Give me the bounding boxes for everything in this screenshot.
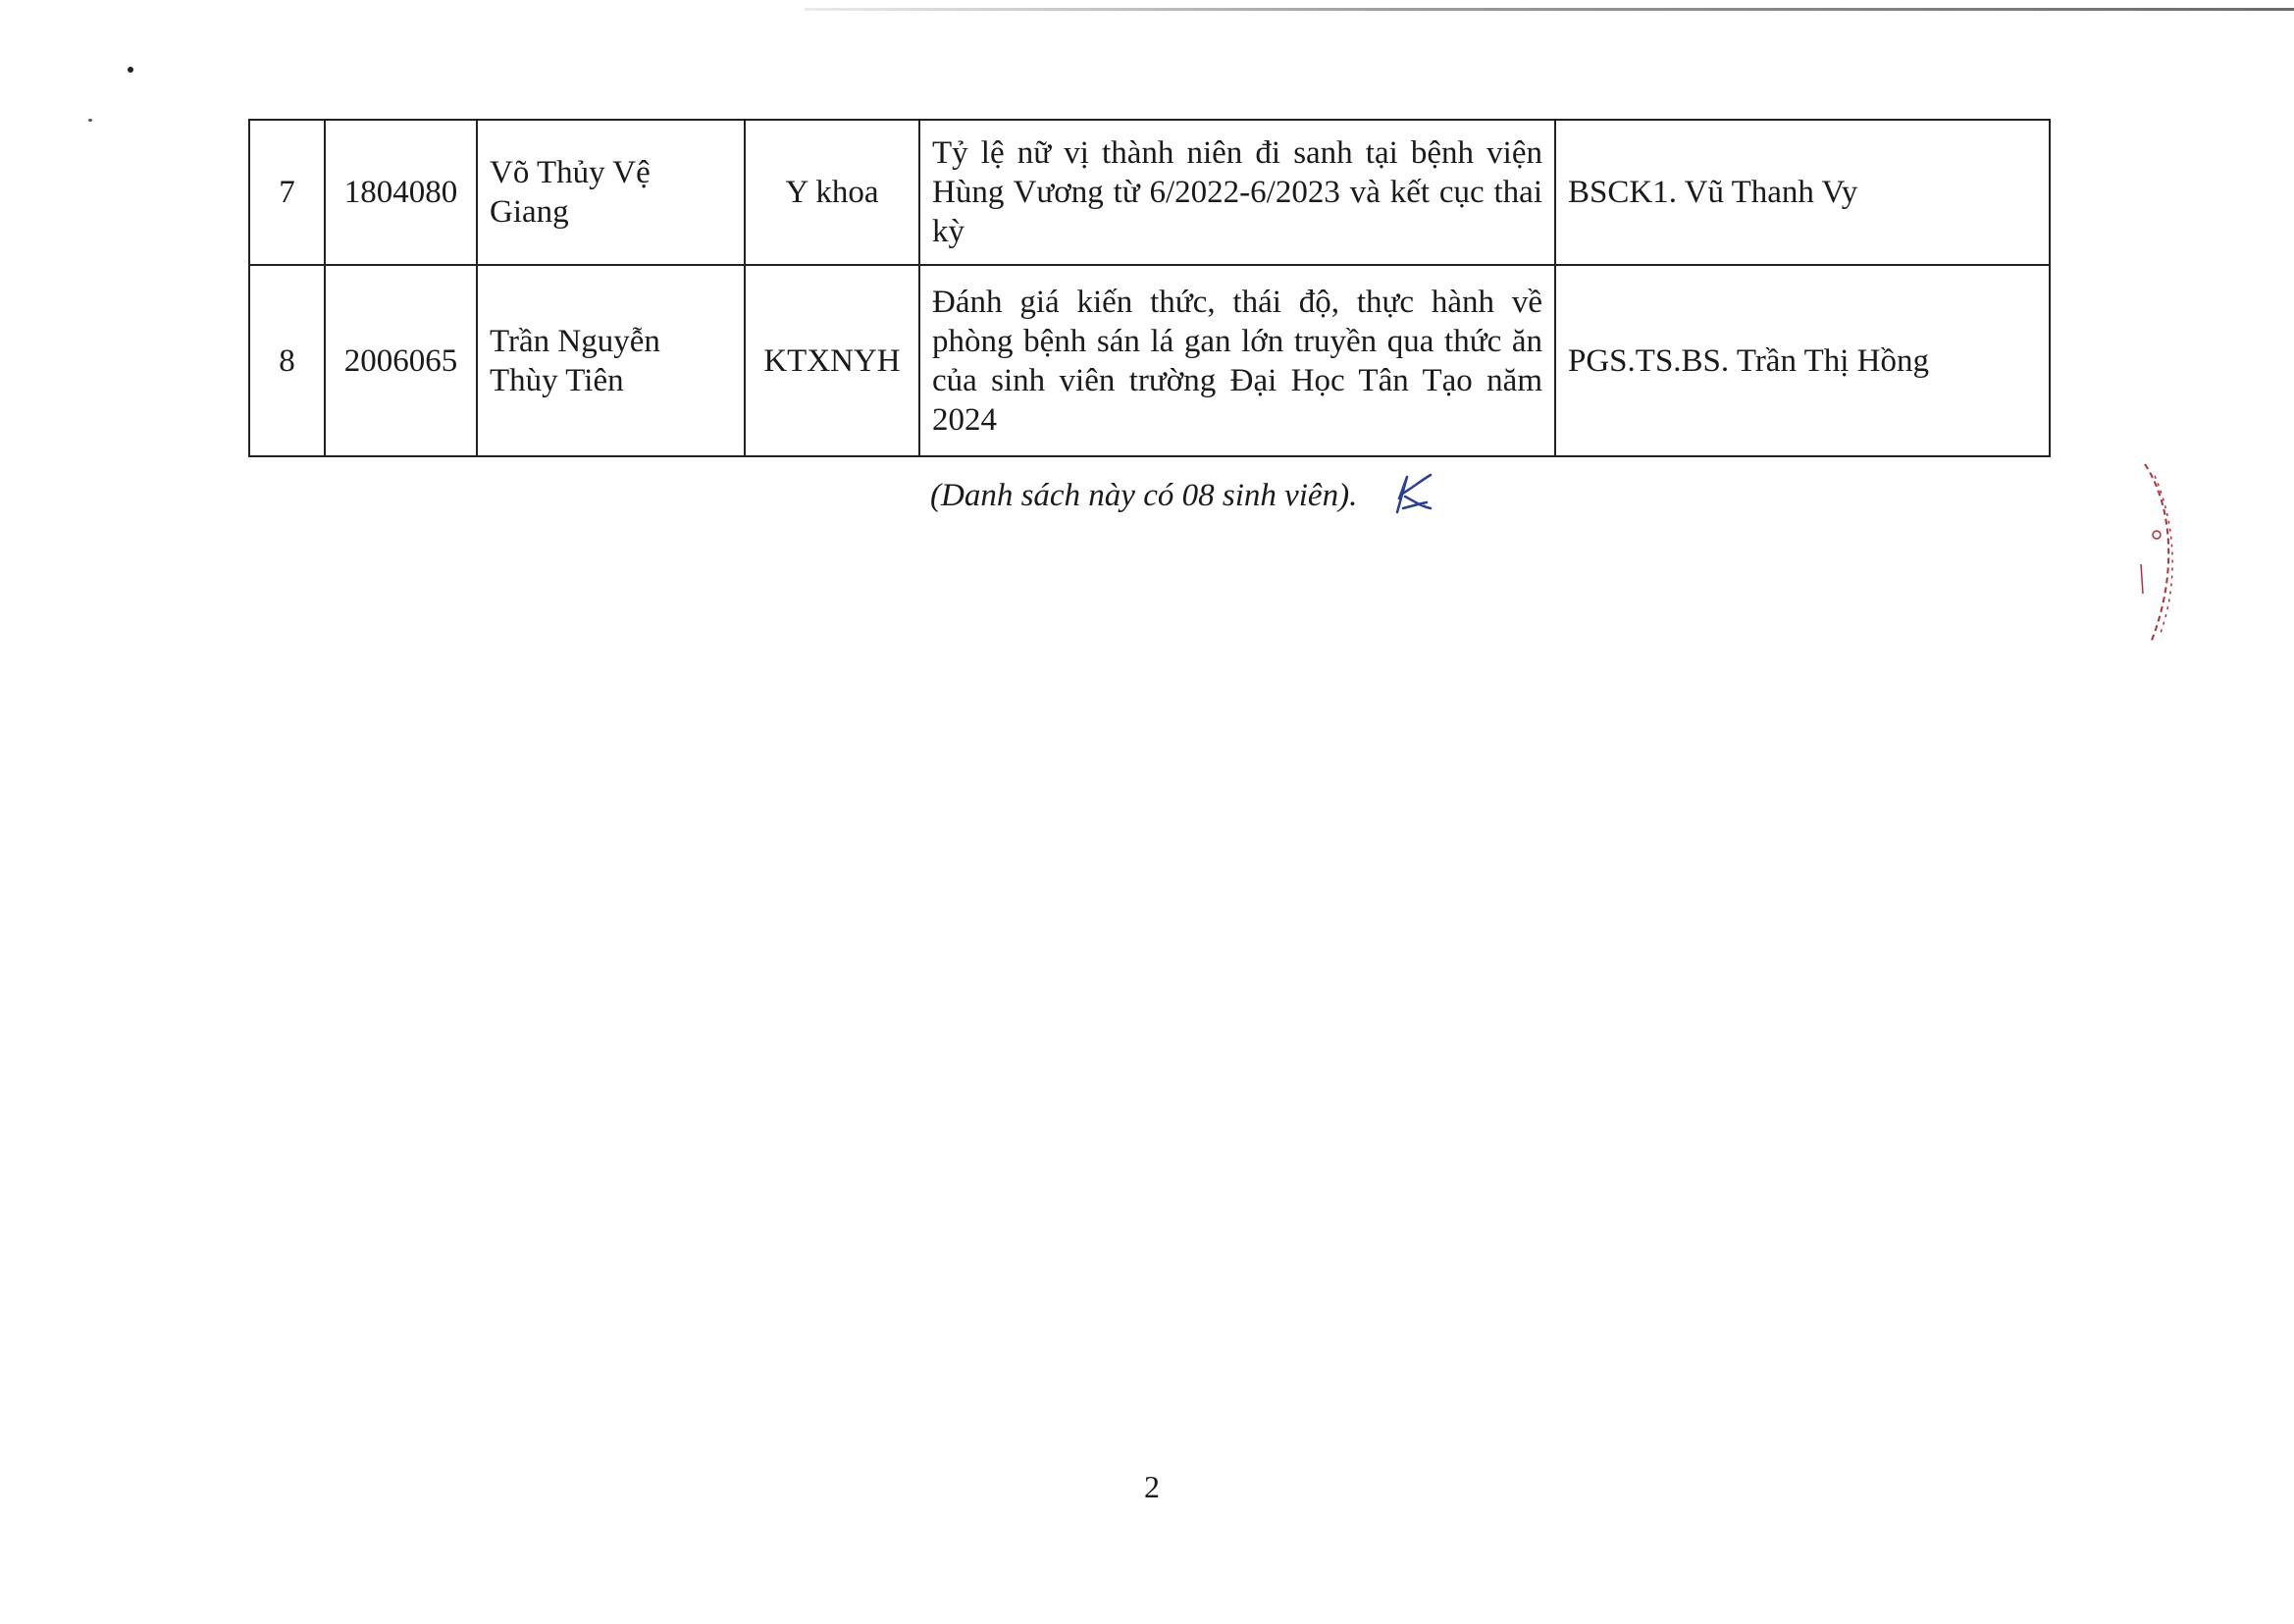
student-name-line: Trần Nguyễn	[490, 323, 660, 359]
student-name-line: Thùy Tiên	[490, 362, 624, 398]
student-id: 1804080	[325, 120, 477, 265]
student-thesis-table	[248, 119, 2051, 457]
thesis-topic: Đánh giá kiến thức, thái độ, thực hành về phòng bệnh sán lá gan lớn truyền qua thức ăn của sinh viên trường Đại Học Tân Tạo năm 2024	[919, 265, 1555, 456]
student-id: 2006065	[325, 265, 477, 456]
page-number: 2	[1144, 1469, 1160, 1504]
table-row	[249, 265, 2050, 456]
row-number: 8	[249, 265, 325, 456]
advisor: BSCK1. Vũ Thanh Vy	[1555, 120, 2050, 265]
scan-speck	[128, 67, 133, 73]
scan-edge-line	[805, 8, 2294, 11]
advisor: PGS.TS.BS. Trần Thị Hồng	[1555, 265, 2050, 456]
student-name	[477, 120, 745, 265]
row-number: 7	[249, 120, 325, 265]
list-count-note: (Danh sách này có 08 sinh viên).	[930, 478, 1358, 513]
scan-speck	[88, 119, 92, 122]
student-name-line: Võ Thủy Vệ	[490, 155, 651, 190]
handwritten-initials	[1387, 469, 1436, 518]
major: KTXNYH	[745, 265, 919, 456]
student-name	[477, 265, 745, 456]
student-name-line: Giang	[490, 194, 569, 230]
stamp-edge	[2127, 456, 2186, 653]
table-row	[249, 120, 2050, 265]
major: Y khoa	[745, 120, 919, 265]
thesis-topic: Tỷ lệ nữ vị thành niên đi sanh tại bệnh viện Hùng Vương từ 6/2022-6/2023 và kết cục thai kỳ	[919, 120, 1555, 265]
